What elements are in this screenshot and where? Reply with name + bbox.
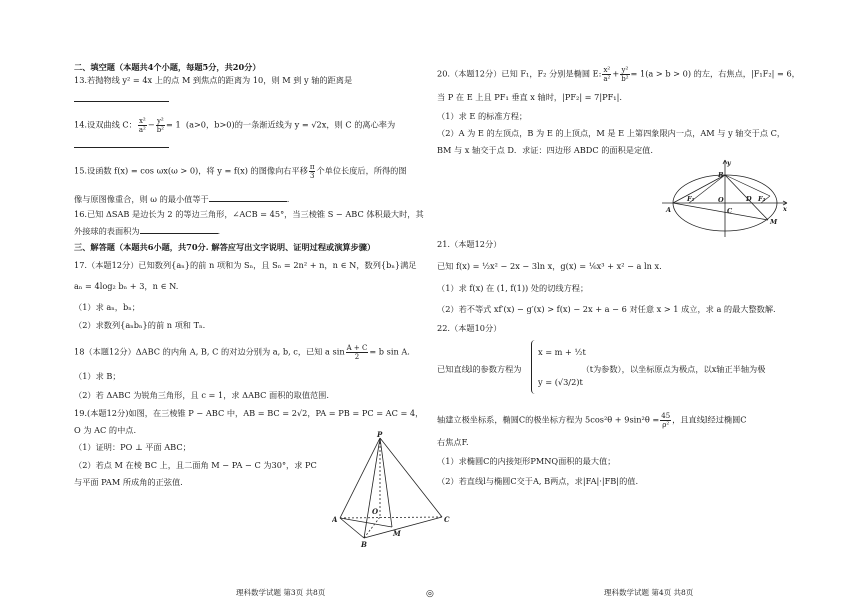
question-17-line-2: aₙ = 4log₂ bₙ + 3，n ∈ N. — [74, 281, 179, 291]
answer-blank-14 — [74, 147, 169, 148]
question-20-line-2: 当 P 在 E 上且 PF₁ 垂直 x 轴时，|PF₂| = 7|PF₁|. — [437, 92, 622, 102]
question-21-heading: 21.（本题12分） — [437, 239, 502, 249]
question-16-line-2: 外接球的表面积为 . — [74, 226, 221, 236]
question-15-line-1: 15.设函数 f(x) = cos ωx(ω > 0)，将 y = f(x) 的图像向右平移 $\frac{\pi}{3}$ 个单位长度后，所得的图 — [74, 163, 407, 180]
parametric-brace — [531, 340, 537, 394]
label-b: B — [718, 171, 724, 179]
label-x: x — [783, 205, 787, 213]
label-m: M — [393, 529, 401, 538]
question-22-line-2: 轴建立极坐标系，椭圆C的极坐标方程为 5cos²θ + 9sin²θ = $\frac{45}{\text{ρ²}}$ ，且直线l经过椭圆C — [437, 412, 747, 429]
question-19-part-1: （1）证明：PO ⊥ 平面 ABC； — [74, 442, 191, 452]
question-22-part-2: （2）若直线l与椭圆C交于A, B两点，求|FA|·|FB|的值. — [437, 476, 639, 486]
question-20-part-1: （1）求 E 的标准方程； — [437, 111, 528, 121]
label-a: A — [666, 206, 672, 214]
question-17-part-2: （2）求数列{aₙbₙ}的前 n 项和 Tₙ. — [74, 320, 206, 330]
question-22-part-1: （1）求椭圆C的内接矩形PMNQ面积的最大值； — [437, 456, 616, 466]
label-c: C — [444, 515, 450, 524]
label-m: M — [770, 218, 778, 226]
label-a: A — [332, 515, 338, 524]
question-18-part-2: （2）若 ΔABC 为锐角三角形，且 c = 1，求 ΔABC 面积的取值范围. — [74, 390, 329, 400]
label-f2: F₂ — [758, 195, 766, 203]
figure-ellipse — [660, 158, 790, 238]
left-footer: 理科数学试题 第3页 共8页 — [236, 588, 326, 597]
parametric-eq-y: y = (√3/2)t — [538, 377, 583, 387]
label-p: P — [377, 430, 383, 439]
section-3-heading: 三、解答题（本题共6小题，共70分. 解答应写出文字说明、证明过程或演算步骤） — [74, 242, 376, 252]
section-2-heading: 二、填空题（本题共4个小题，每题5分，共20分） — [74, 62, 261, 72]
question-19-part-2: （2）若点 M 在棱 BC 上，且二面角 M − PA − C 为30°，求 PC — [74, 460, 317, 470]
question-19-line-2: O 为 AC 的中点. — [74, 425, 137, 435]
question-21-part-1: （1）求 f(x) 在 (1, f(1)) 处的切线方程； — [437, 283, 589, 293]
question-22-heading: 22.（本题10分） — [437, 323, 502, 333]
answer-blank-13 — [74, 101, 169, 102]
question-20-part-2-cont: BM 与 x 轴交于点 D．求证：四边形 ABDC 的面积是定值. — [437, 145, 653, 155]
left-page — [74, 0, 450, 607]
question-22-line-1: 已知直线l的参数方程为 （t为参数），以坐标原点为极点，以x轴正半轴为极 — [437, 364, 766, 374]
label-c: C — [727, 207, 733, 215]
label-f1: F₁ — [687, 195, 695, 203]
label-o: O — [372, 507, 379, 516]
right-footer: 理科数学试题 第4页 共8页 — [604, 588, 694, 597]
question-14: 14.设双曲线 C： $\frac{\text{x²}}{\text{a²}}$ − $\frac{\text{y²}}{\text{b²}}$ = 1 (a>0，b>0)的一条渐近线为 y = √2x，则 C 的离心率为 — [74, 117, 396, 134]
question-13: 13.若抛物线 y² = 4x 上的点 M 到焦点的距离为 10，则 M 到 y 轴的距离是 — [74, 75, 353, 85]
question-16-line-1: 16.已知 ΔSAB 是边长为 2 的等边三角形，∠ACB = 45°，当三棱锥 S − ABC 体积最大时，其 — [74, 209, 424, 219]
question-19-line-1: 19.(本题12分)如图，在三棱锥 P − ABC 中，AB = BC = 2√2，PA = PB = PC = AC = 4， — [74, 408, 424, 418]
question-17-part-1: （1）求 aₙ，bₙ； — [74, 302, 140, 312]
label-y: y — [727, 159, 731, 167]
binding-mark: ◎ — [426, 589, 434, 599]
question-20-line-1: 20.（本题12分）已知 F₁，F₂ 分别是椭圆 E: $\frac{\text{x²}}{\text{a²}}$ + $\frac{\text{y²}}{\text{b²}}$ = 1(a > b > 0) 的左，右焦点，|F₁F₂| = 6， — [437, 66, 800, 83]
label-d: D — [746, 195, 752, 203]
question-15-line-2: 像与原图像重合，则 ω 的最小值等于 . — [74, 194, 290, 204]
right-page — [437, 0, 800, 607]
label-o: O — [718, 196, 724, 204]
question-22-line-3: 右焦点F. — [437, 437, 469, 447]
question-21-line-1: 已知 f(x) = ½x² − 2x − 3ln x，g(x) = ⅙x³ + x² − a ln x. — [437, 261, 662, 271]
label-b: B — [361, 540, 367, 549]
parametric-eq-x: x = m + ½t — [538, 347, 586, 357]
question-18-line-1: 18（本题12分）ΔABC 的内角 A, B, C 的对边分别为 a, b, c，已知 a sin $\frac{A + C}{2}$ = b sin A. — [74, 344, 410, 361]
question-21-part-2: （2）若不等式 xf′(x) − g′(x) > f(x) − 2x + a − 6 对任意 x > 1 成立，求 a 的最大整数解. — [437, 304, 776, 314]
question-19-part-2-cont: 与平面 PAM 所成角的正弦值. — [74, 477, 183, 487]
question-17-line-1: 17.（本题12分）已知数列{aₙ}的前 n 项和为 Sₙ，且 Sₙ = 2n² + n，n ∈ N，数列{bₙ}满足 — [74, 260, 417, 270]
question-18-part-1: （1）求 B； — [74, 371, 121, 381]
question-20-part-2: （2）A 为 E 的左顶点，B 为 E 的上顶点，M 是 E 上第四象限内一点，AM 与 y 轴交于点 C， — [437, 128, 786, 138]
